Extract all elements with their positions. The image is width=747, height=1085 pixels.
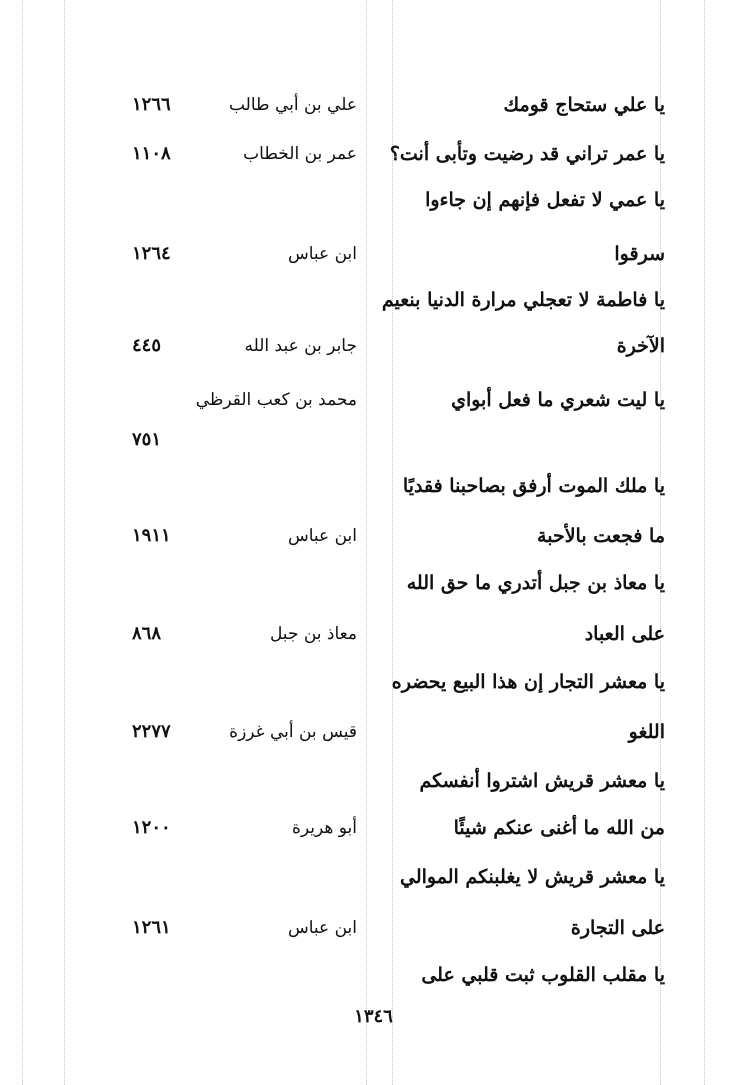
entry-phrase: يا عمي لا تفعل فإنهم إن جاءوا (425, 189, 665, 211)
entry-phrase: يا معشر التجار إن هذا البيع يحضره (391, 671, 665, 693)
index-entry-row (0, 420, 747, 460)
index-entry-row (0, 180, 747, 220)
entry-phrase: يا معاذ بن جبل أتدري ما حق الله (406, 572, 665, 594)
index-entry-row (0, 380, 747, 420)
entry-hadith-number: ٤٤٥ (132, 335, 162, 356)
index-entry-row (0, 466, 747, 506)
entry-phrase: يا ليت شعري ما فعل أبواي (451, 389, 665, 411)
entry-phrase: يا ملك الموت أرفق بصاحبنا فقديًا (402, 475, 665, 497)
entry-hadith-number: ١٢٦٦ (132, 94, 171, 115)
entry-narrator: معاذ بن جبل (269, 624, 357, 644)
entry-narrator: قيس بن أبي غرزة (229, 722, 357, 742)
entry-phrase: اللغو (628, 721, 665, 743)
entry-hadith-number: ٢٢٧٧ (132, 721, 171, 742)
entry-narrator: عمر بن الخطاب (243, 144, 357, 164)
entry-narrator: أبو هريرة (291, 818, 357, 838)
index-entry-row (0, 908, 747, 948)
entry-hadith-number: ١١٠٨ (132, 143, 171, 164)
entry-phrase: سرقوا (614, 243, 665, 265)
entry-phrase: يا عمر تراني قد رضيت وتأبى أنت؟ (389, 143, 665, 165)
entry-hadith-number: ١٢٠٠ (132, 817, 171, 838)
index-entry-row (0, 662, 747, 702)
index-entry-row (0, 563, 747, 603)
entry-phrase: يا علي ستحاج قومك (503, 94, 665, 116)
index-entry-row (0, 955, 747, 995)
index-entry-row (0, 808, 747, 848)
entry-phrase: يا مقلب القلوب ثبت قلبي على (421, 964, 665, 986)
entry-phrase: يا فاطمة لا تعجلي مرارة الدنيا بنعيم (381, 289, 665, 311)
entry-hadith-number: ١٢٦٤ (132, 243, 171, 264)
index-entry-row (0, 712, 747, 752)
entry-phrase: على العباد (584, 623, 665, 645)
index-entry-row (0, 761, 747, 801)
index-entry-row (0, 280, 747, 320)
index-entry-row (0, 326, 747, 366)
entry-phrase: من الله ما أغنى عنكم شيئًا (453, 817, 665, 839)
index-entry-row (0, 516, 747, 556)
entry-narrator: ابن عباس (287, 918, 357, 938)
index-entry-row (0, 134, 747, 174)
entry-narrator: محمد بن كعب القرظي (195, 390, 357, 410)
entry-narrator: ابن عباس (287, 244, 357, 264)
index-entry-row (0, 857, 747, 897)
index-entry-row (0, 234, 747, 274)
entry-phrase: يا معشر قريش لا يغلبنكم الموالي (400, 866, 665, 888)
entry-narrator: ابن عباس (287, 526, 357, 546)
entry-hadith-number: ٧٥١ (132, 429, 162, 450)
entry-phrase: ما فجعت بالأحبة (537, 525, 665, 547)
page-number: ١٣٤٦ (354, 1006, 393, 1027)
entry-phrase: يا معشر قريش اشتروا أنفسكم (419, 770, 665, 792)
entry-narrator: جابر بن عبد الله (244, 336, 357, 356)
entry-hadith-number: ٨٦٨ (132, 623, 162, 644)
entry-phrase: الآخرة (616, 335, 665, 357)
index-entry-row (0, 614, 747, 654)
index-entry-row (0, 85, 747, 125)
entry-narrator: علي بن أبي طالب (228, 95, 357, 115)
entry-phrase: على التجارة (570, 917, 665, 939)
entry-hadith-number: ١٩١١ (132, 525, 171, 546)
entry-hadith-number: ١٢٦١ (132, 917, 171, 938)
